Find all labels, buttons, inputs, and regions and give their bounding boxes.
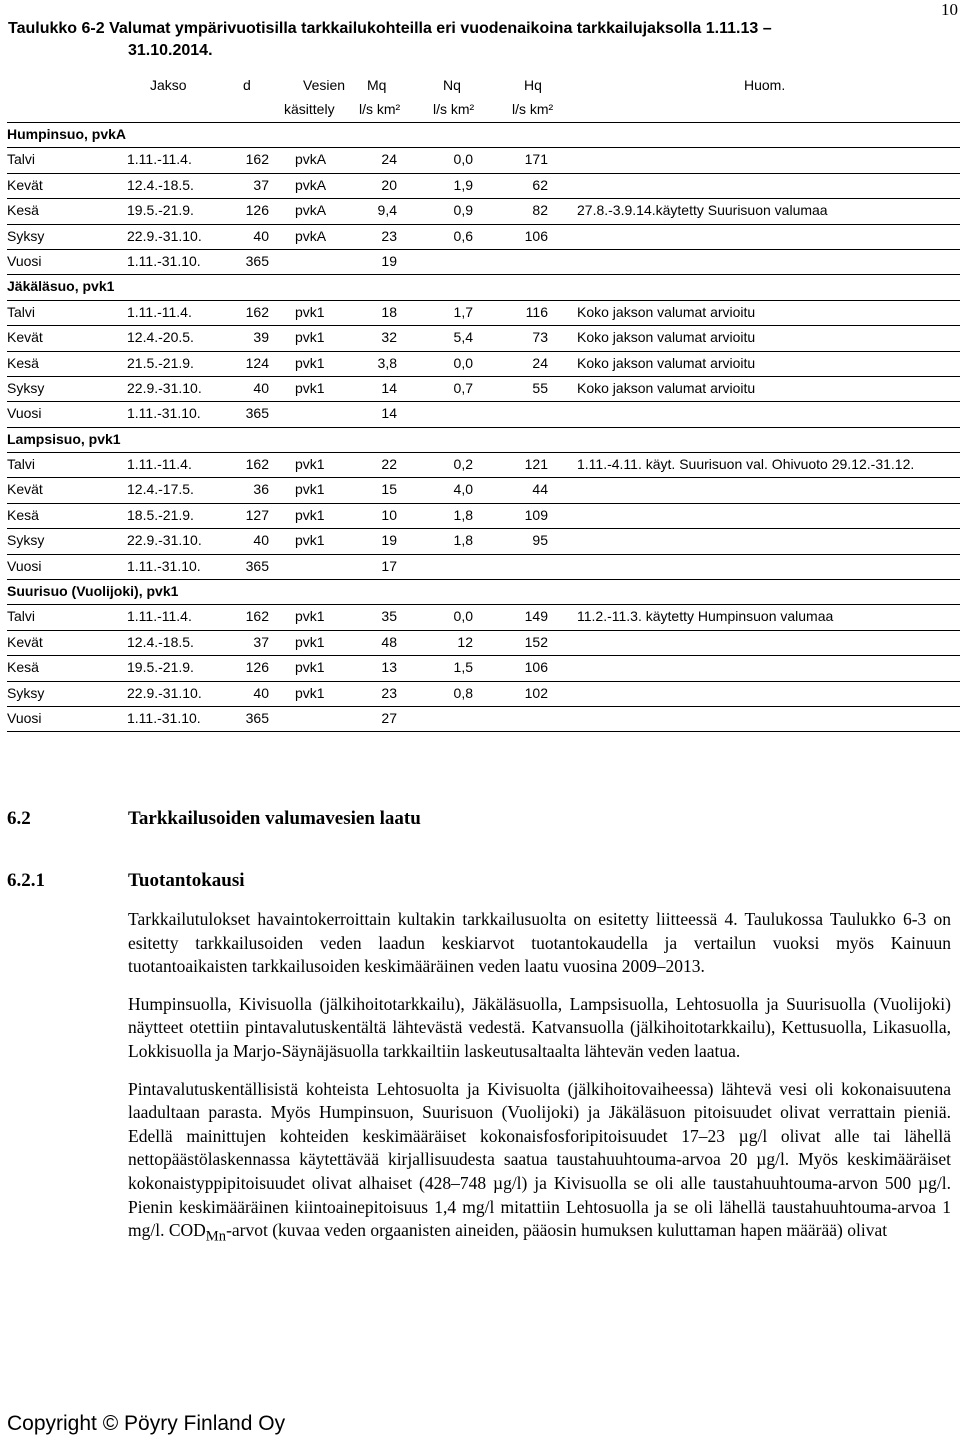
cell-mq: 27	[381, 709, 397, 726]
cell-vk: pvk1	[295, 506, 325, 523]
cell-vk: pvk1	[295, 684, 325, 701]
header-mq: Mq	[367, 77, 387, 93]
paragraph-2: Humpinsuolla, Kivisuolla (jälkihoitotarkkailu), Jäkäläsuolla, Lampsisuolla, Lehtosuolla ja Suurisuolla (Vuolijoki) näytteet otettiin pintavalutuskentältä lähtevästä vedestä. Katvansuolla (jälkihoitotarkkailu), Kettusuolla, Likasuolla, Lokkisuolla ja Marjo-Säynäjäsuolla tarkkailtiin laskeutusaltaalta lähtevän veden laatua.	[128, 993, 951, 1061]
cell-name: Vuosi	[7, 709, 42, 726]
cell-jakso: 1.11.-11.4.	[127, 456, 192, 473]
footer-copyright: Copyright © Pöyry Finland Oy	[7, 1412, 286, 1435]
section-name: Jäkäläsuo, pvk1	[7, 278, 115, 295]
cell-mq: 17	[381, 557, 397, 574]
cell-jakso: 19.5.-21.9.	[127, 659, 194, 676]
cell-vk: pvk1	[295, 379, 325, 396]
header-hq: Hq	[524, 77, 542, 93]
cell-huom: Koko jakson valumat arvioitu	[577, 354, 756, 371]
cell-d: 37	[253, 176, 269, 193]
cell-name: Kesä	[7, 354, 39, 371]
cell-jakso: 1.11.-31.10.	[127, 709, 201, 726]
cell-name: Talvi	[7, 151, 36, 168]
table-row	[7, 604, 960, 629]
section-title: Tarkkailusoiden valumavesien laatu	[128, 808, 421, 829]
cell-hq: 116	[525, 303, 548, 320]
cell-mq: 9,4	[377, 202, 397, 219]
cell-hq: 44	[532, 481, 548, 498]
cell-jakso: 19.5.-21.9.	[127, 202, 194, 219]
cell-d: 365	[245, 557, 269, 574]
cell-jakso: 21.5.-21.9.	[127, 354, 194, 371]
header-huom: Huom.	[744, 77, 786, 93]
cell-mq: 22	[381, 456, 397, 473]
cell-name: Syksy	[7, 227, 45, 244]
cell-hq: 121	[524, 456, 548, 473]
cell-nq: 1,5	[453, 659, 473, 676]
paragraph-3-tail: -arvot (kuvaa veden orgaanisten aineiden, pääosin humuksen kuluttaman hapen määrää) olivat	[226, 1220, 888, 1241]
table-row	[7, 198, 960, 223]
subsection-number: 6.2.1	[7, 870, 45, 891]
cell-jakso: 12.4.-17.5.	[127, 481, 194, 498]
table-row	[7, 503, 960, 528]
cell-hq: 152	[524, 633, 548, 650]
table-body	[7, 122, 960, 732]
cell-jakso: 12.4.-20.5.	[127, 329, 194, 346]
cell-d: 162	[245, 456, 269, 473]
cell-nq: 1,8	[453, 506, 473, 523]
cell-mq: 13	[381, 659, 397, 676]
cell-hq: 62	[532, 176, 548, 193]
cell-nq: 0,7	[453, 379, 473, 396]
table-row	[7, 325, 960, 350]
cell-mq: 32	[381, 329, 397, 346]
subsection-title: Tuotantokausi	[128, 870, 245, 891]
cell-name: Kesä	[7, 202, 39, 219]
section-row	[7, 428, 960, 452]
cell-d: 127	[245, 506, 269, 523]
cell-nq: 0,0	[453, 151, 473, 168]
cell-mq: 14	[381, 405, 397, 422]
cell-nq: 0,0	[453, 608, 473, 625]
cell-nq: 0,9	[453, 202, 473, 219]
cell-jakso: 22.9.-31.10.	[127, 379, 202, 396]
cell-mq: 20	[381, 176, 397, 193]
runoff-table	[7, 74, 960, 732]
cell-huom: 11.2.-11.3. käytetty Humpinsuon valumaa	[577, 608, 834, 625]
cell-d: 40	[253, 379, 269, 396]
table-row	[7, 706, 960, 732]
cell-d: 39	[253, 329, 269, 346]
table-row	[7, 452, 960, 477]
cell-mq: 23	[381, 684, 397, 701]
cell-name: Talvi	[7, 456, 36, 473]
table-row	[7, 224, 960, 249]
caption-line-2: 31.10.2014.	[128, 42, 213, 59]
cell-hq: 109	[524, 506, 548, 523]
cell-mq: 24	[381, 151, 397, 168]
section-name: Suurisuo (Vuolijoki), pvk1	[7, 583, 179, 600]
cell-huom: Koko jakson valumat arvioitu	[577, 303, 756, 320]
header-mq-unit: l/s km²	[359, 101, 401, 117]
cell-name: Kevät	[7, 176, 43, 193]
cell-hq: 149	[524, 608, 548, 625]
cell-hq: 171	[524, 151, 548, 168]
cell-vk: pvk1	[295, 532, 325, 549]
section-name: Lampsisuo, pvk1	[7, 430, 121, 447]
caption-line-1: Taulukko 6-2 Valumat ympärivuotisilla tarkkailukohteilla eri vuodenaikoina tarkkailujaksolla 1.11.13 –	[8, 20, 772, 37]
cell-d: 126	[245, 659, 269, 676]
cell-hq: 106	[524, 659, 548, 676]
header-jakso: Jakso	[150, 77, 187, 93]
cell-d: 37	[253, 633, 269, 650]
cell-hq: 55	[532, 379, 548, 396]
table-row	[7, 554, 960, 580]
cell-mq: 10	[381, 506, 397, 523]
cell-huom: Koko jakson valumat arvioitu	[577, 379, 756, 396]
cell-nq: 1,8	[453, 532, 473, 549]
cell-jakso: 18.5.-21.9.	[127, 506, 194, 523]
cell-mq: 19	[381, 252, 397, 269]
cell-hq: 106	[524, 227, 548, 244]
table-row	[7, 376, 960, 401]
cell-name: Vuosi	[7, 557, 42, 574]
cell-vk: pvk1	[295, 456, 325, 473]
cell-jakso: 1.11.-11.4.	[127, 303, 192, 320]
header-d: d	[243, 77, 251, 93]
cell-nq: 0,0	[453, 354, 473, 371]
table-row	[7, 147, 960, 172]
table-row	[7, 173, 960, 198]
cell-d: 162	[245, 608, 269, 625]
section-row	[7, 275, 960, 299]
section-number: 6.2	[7, 808, 31, 829]
paragraph-1: Tarkkailutulokset havaintokerroittain kultakin tarkkailusuolta on esitetty liitteessä 4. Taulukossa Taulukko 6-3 on esitetty tarkkailusoiden veden laadun keskiarvot tuotantokaudella ja vertailun vuoksi myös Kainuun tuotantoaikaisten tarkkailusoiden keskimääräinen veden laatu vuosina 2009–2013.	[128, 909, 951, 977]
cell-mq: 14	[381, 379, 397, 396]
cell-hq: 24	[532, 354, 548, 371]
cell-jakso: 12.4.-18.5.	[127, 633, 194, 650]
cell-mq: 23	[381, 227, 397, 244]
cell-vk: pvkA	[295, 227, 327, 244]
cell-d: 365	[245, 252, 269, 269]
cell-nq: 0,8	[453, 684, 473, 701]
paragraph-3-text: Pintavalutuskentällisistä kohteista Lehtosuolta ja Kivisuolta (jälkihoitovaiheessa) lähtevä vesi oli kokonaisuutena laadultaan parasta. Myös Humpinsuon, Suurisuon (Vuolijoki) ja Jäkäläsuon pitoisuudet olivat verrattain pieniä. Edellä mainittujen kohteiden keskimääräiset kokonaisfosforipitoisuudet 17–23 µg/l olivat alle tai lähellä nettopäästölaskennassa käytettävää kirjallisuudesta saatua taustahuuhtouma-arvoa 20 µg/l. Myös keskimääräiset kokonaistyppipitoisuudet olivat alhaiset (428–748 µg/l) ja Kivisuolla se oli alle taustahuuhtouma-arvon 500 µg/l. Pienin keskimääräinen kiintoainepitoisuus 1,4 mg/l mitattiin Lehtosuolla ja se oli lähellä taustahuuhtouma-arvoa 1 mg/l. COD	[128, 1078, 951, 1241]
cell-jakso: 1.11.-31.10.	[127, 557, 201, 574]
cell-vk: pvk1	[295, 303, 325, 320]
cell-name: Syksy	[7, 532, 45, 549]
cell-jakso: 22.9.-31.10.	[127, 532, 202, 549]
cell-d: 40	[253, 532, 269, 549]
cell-mq: 18	[381, 303, 397, 320]
section-name: Humpinsuo, pvkA	[7, 126, 127, 142]
table-row	[7, 351, 960, 376]
cell-nq: 1,9	[453, 176, 473, 193]
table-row	[7, 528, 960, 553]
cell-mq: 48	[381, 633, 397, 650]
table-row	[7, 655, 960, 680]
table-row	[7, 681, 960, 706]
cell-vk: pvk1	[295, 659, 325, 676]
cell-d: 40	[253, 684, 269, 701]
table-row	[7, 477, 960, 502]
section-row	[7, 122, 960, 147]
cell-name: Syksy	[7, 379, 45, 396]
cell-nq: 12	[457, 633, 473, 650]
cell-vk: pvkA	[295, 151, 327, 168]
cell-hq: 73	[532, 329, 548, 346]
page-number: 10	[941, 0, 958, 19]
table-header-row-2	[7, 98, 960, 122]
cell-vk: pvk1	[295, 481, 325, 498]
cell-jakso: 1.11.-31.10.	[127, 252, 201, 269]
cell-name: Kevät	[7, 329, 43, 346]
cell-hq: 95	[532, 532, 548, 549]
cell-nq: 0,2	[453, 456, 473, 473]
section-row	[7, 580, 960, 604]
cell-hq: 102	[524, 684, 548, 701]
cell-jakso: 22.9.-31.10.	[127, 227, 202, 244]
cell-nq: 5,4	[453, 329, 473, 346]
cell-d: 365	[245, 405, 269, 422]
cell-d: 162	[245, 151, 269, 168]
header-hq-unit: l/s km²	[512, 101, 554, 117]
body-text	[128, 908, 951, 1263]
cell-nq: 4,0	[453, 481, 473, 498]
cell-name: Kesä	[7, 659, 39, 676]
cell-name: Vuosi	[7, 405, 42, 422]
cell-jakso: 1.11.-31.10.	[127, 405, 201, 422]
cell-nq: 0,6	[453, 227, 473, 244]
cell-jakso: 22.9.-31.10.	[127, 684, 202, 701]
cell-mq: 15	[381, 481, 397, 498]
table-header-row-1	[7, 74, 960, 98]
cell-name: Kevät	[7, 481, 43, 498]
cell-d: 365	[245, 709, 269, 726]
cod-subscript: Mn	[205, 1228, 227, 1245]
cell-d: 162	[245, 303, 269, 320]
cell-huom: 27.8.-3.9.14.käytetty Suurisuon valumaa	[577, 202, 828, 219]
cell-mq: 3,8	[377, 354, 397, 371]
table-row	[7, 401, 960, 427]
header-vesien: Vesien	[303, 77, 346, 93]
cell-vk: pvk1	[295, 633, 325, 650]
cell-huom: Koko jakson valumat arvioitu	[577, 329, 756, 346]
cell-huom: 1.11.-4.11. käyt. Suurisuon val. Ohivuoto 29.12.-31.12.	[577, 456, 915, 473]
header-nq-unit: l/s km²	[433, 101, 475, 117]
cell-hq: 82	[532, 202, 548, 219]
cell-jakso: 12.4.-18.5.	[127, 176, 194, 193]
cell-name: Kesä	[7, 506, 39, 523]
cell-name: Kevät	[7, 633, 43, 650]
cell-vk: pvk1	[295, 608, 325, 625]
cell-d: 126	[245, 202, 269, 219]
cell-nq: 1,7	[453, 303, 473, 320]
cell-d: 124	[245, 354, 269, 371]
header-nq: Nq	[443, 77, 461, 93]
table-row	[7, 630, 960, 655]
cell-vk: pvkA	[295, 202, 327, 219]
table-caption	[8, 18, 958, 62]
cell-name: Talvi	[7, 303, 36, 320]
table-row	[7, 249, 960, 275]
table-row	[7, 300, 960, 325]
cell-jakso: 1.11.-11.4.	[127, 608, 192, 625]
cell-d: 36	[253, 481, 269, 498]
cell-jakso: 1.11.-11.4.	[127, 151, 192, 168]
cell-vk: pvkA	[295, 176, 327, 193]
paragraph-3	[128, 1078, 951, 1250]
cell-d: 40	[253, 227, 269, 244]
cell-vk: pvk1	[295, 329, 325, 346]
cell-name: Vuosi	[7, 252, 42, 269]
cell-mq: 19	[381, 532, 397, 549]
cell-vk: pvk1	[295, 354, 325, 371]
cell-name: Syksy	[7, 684, 45, 701]
cell-mq: 35	[381, 608, 397, 625]
cell-name: Talvi	[7, 608, 36, 625]
header-kasittely: käsittely	[284, 101, 335, 117]
